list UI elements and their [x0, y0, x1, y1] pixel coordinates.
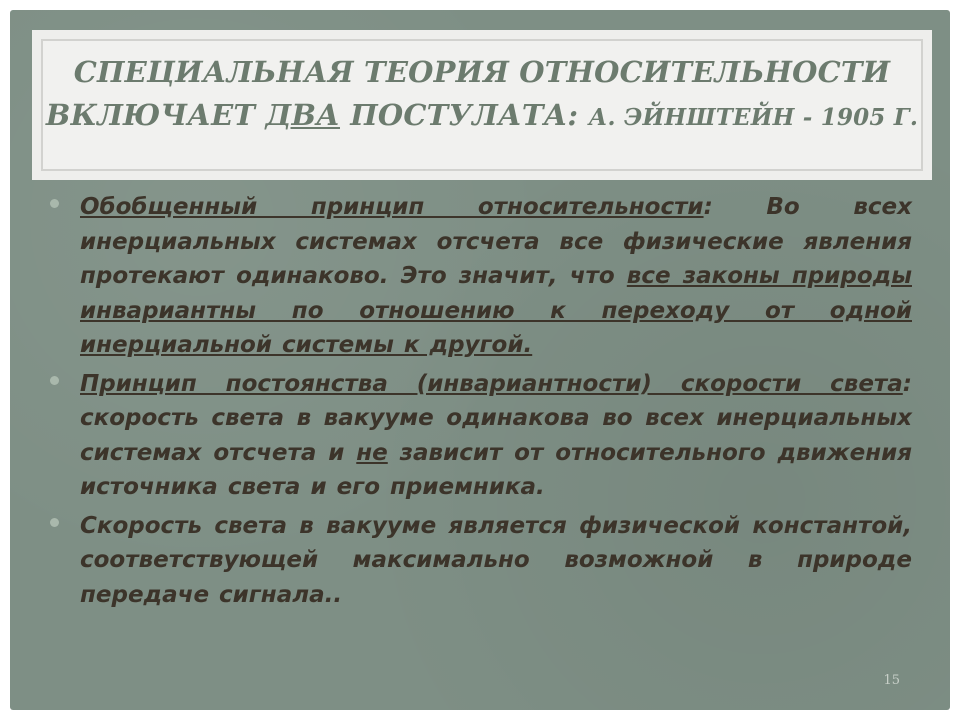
bullet-text: Скорость света в вакууме является физической константой, соответствующей максимально возможной в природе передаче сигнала.. — [80, 512, 912, 608]
title-line-1-text: СПЕЦИАЛЬНАЯ ТЕОРИЯ ОТНОСИТЕЛЬНОСТИ — [73, 55, 891, 89]
bullet-dot-icon — [50, 199, 59, 208]
title-box — [41, 39, 923, 171]
bullet-dot-icon — [50, 518, 59, 527]
title-line-1 — [43, 51, 921, 94]
bullet-underlined-body: все законы природы инвариантны по отношению к переходу от одной инерциальной системы к другой. — [80, 263, 912, 358]
bullet-item-light-speed-constancy — [50, 367, 912, 505]
bullet-heading: Обобщенный принцип относительности — [80, 194, 704, 220]
bullet-dot-icon — [50, 376, 59, 385]
slide-content — [50, 190, 912, 616]
bullet-text — [80, 367, 912, 505]
title-author-year: А. ЭЙНШТЕЙН - 1905 Г. — [588, 104, 919, 131]
title-line-2 — [43, 94, 921, 139]
title-frame — [32, 30, 932, 180]
title-underlined-word: ДВА — [265, 98, 340, 132]
bullet-item-light-speed-constant — [50, 509, 912, 613]
bullet-body: Во всех инерциальных системах отсчета все физические явления протекают одинаково. Это значит, что — [80, 194, 912, 289]
bullet-body-tail: зависит от относительного движения источника света и его приемника. — [80, 439, 912, 500]
title-prefix: ВКЛЮЧАЕТ — [45, 98, 266, 132]
title-middle: ПОСТУЛАТА: — [340, 98, 589, 132]
bullet-heading: Принцип постоянства (инвариантности) скорости света — [80, 370, 903, 397]
bullet-underlined-word: не — [356, 439, 388, 466]
bullet-text — [80, 190, 912, 363]
slide — [10, 10, 950, 710]
bullet-body: : скорость света в вакууме одинакова во всех инерциальных системах отсчета и — [80, 370, 912, 466]
bullet-colon: : — [703, 194, 713, 220]
bullet-item-relativity-principle — [50, 190, 912, 363]
page-number: 15 — [883, 673, 900, 688]
